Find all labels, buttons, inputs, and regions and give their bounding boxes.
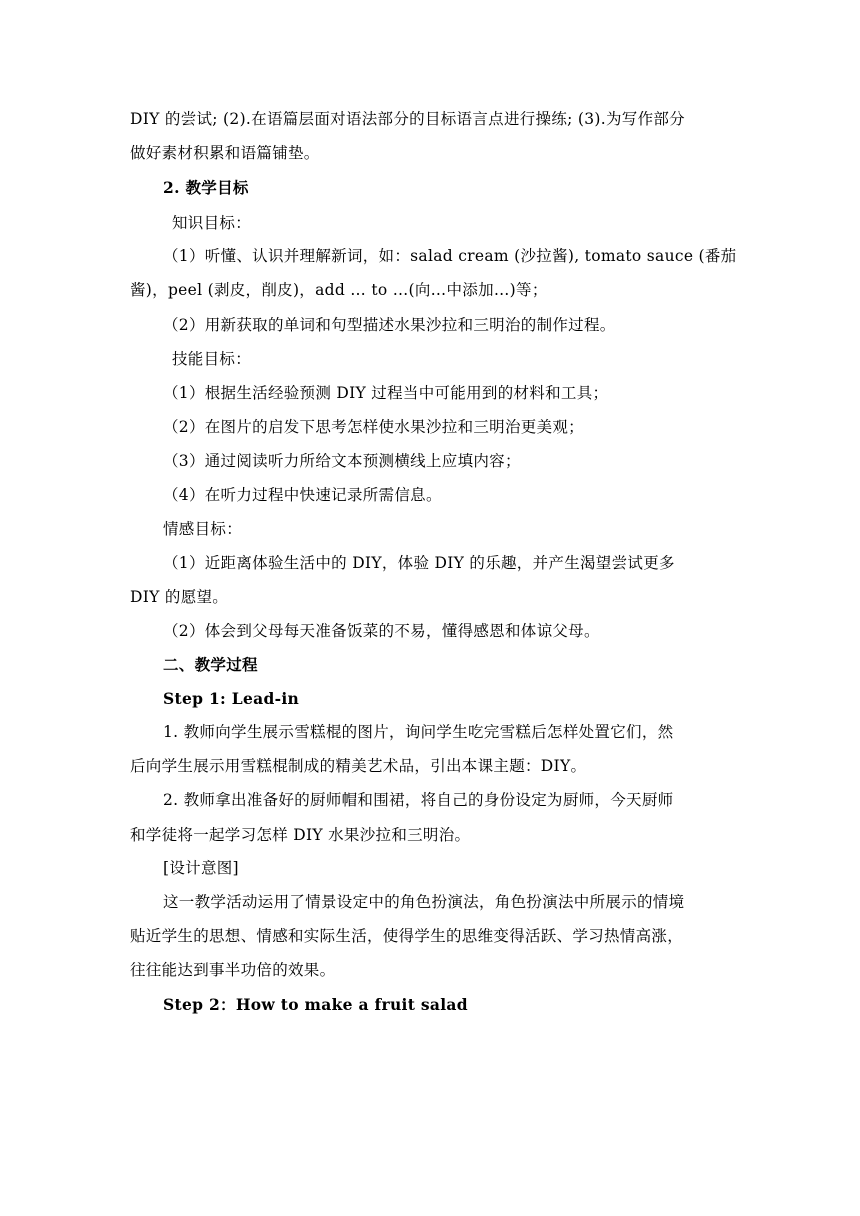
body-text-line: （1）近距离体验生活中的 DIY，体验 DIY 的乐趣，并产生渴望尝试更多 xyxy=(163,554,675,572)
body-text-line: 酱)，peel (剥皮，削皮)，add … to …(向…中添加…)等； xyxy=(130,281,548,299)
section-heading-teaching-process: 二、教学过程 xyxy=(163,655,258,674)
body-text-line: 往往能达到事半功倍的效果。 xyxy=(130,961,336,979)
body-text-line: （2）用新获取的单词和句型描述水果沙拉和三明治的制作过程。 xyxy=(163,316,616,334)
section-heading-teaching-goals: 2. 教学目标 xyxy=(163,178,249,197)
body-text-line: 2. 教师拿出准备好的厨师帽和围裙，将自己的身份设定为厨师，今天厨师 xyxy=(163,791,674,809)
body-text-line: 和学徒将一起学习怎样 DIY 水果沙拉和三明治。 xyxy=(130,826,471,844)
body-text-line: （4）在听力过程中快速记录所需信息。 xyxy=(163,486,442,504)
design-intent-label: [设计意图] xyxy=(163,859,239,877)
body-text-line: 1. 教师向学生展示雪糕棍的图片，询问学生吃完雪糕后怎样处置它们，然 xyxy=(163,723,674,741)
body-text-line: （1）听懂、认识并理解新词，如：salad cream (沙拉酱), tomato sauce (番茄 xyxy=(163,247,737,265)
step-heading-lead-in: Step 1: Lead-in xyxy=(163,689,300,708)
body-text-line: （1）根据生活经验预测 DIY 过程当中可能用到的材料和工具； xyxy=(163,384,609,402)
subheading-skill-goals: 技能目标： xyxy=(172,350,252,368)
body-text-line: （3）通过阅读听力所给文本预测横线上应填内容； xyxy=(163,452,521,470)
subheading-emotional-goals: 情感目标： xyxy=(163,520,243,538)
body-text-line: （2）在图片的启发下思考怎样使水果沙拉和三明治更美观； xyxy=(163,418,584,436)
body-text-line: 做好素材积累和语篇铺垫。 xyxy=(130,144,320,162)
body-text-line: 后向学生展示用雪糕棍制成的精美艺术品，引出本课主题：DIY。 xyxy=(130,757,587,775)
body-text-line: DIY 的愿望。 xyxy=(130,588,229,606)
body-text-line: DIY 的尝试; (2).在语篇层面对语法部分的目标语言点进行操练; (3).为写作部分 xyxy=(130,110,685,128)
body-text-line: （2）体会到父母每天准备饭菜的不易，懂得感恩和体谅父母。 xyxy=(163,622,600,640)
step-heading-fruit-salad: Step 2：How to make a fruit salad xyxy=(163,995,468,1014)
body-text-line: 贴近学生的思想、情感和实际生活，使得学生的思维变得活跃、学习热情高涨， xyxy=(130,927,684,945)
subheading-knowledge-goals: 知识目标： xyxy=(172,214,252,232)
body-text-line: 这一教学活动运用了情景设定中的角色扮演法，角色扮演法中所展示的情境 xyxy=(163,893,685,911)
